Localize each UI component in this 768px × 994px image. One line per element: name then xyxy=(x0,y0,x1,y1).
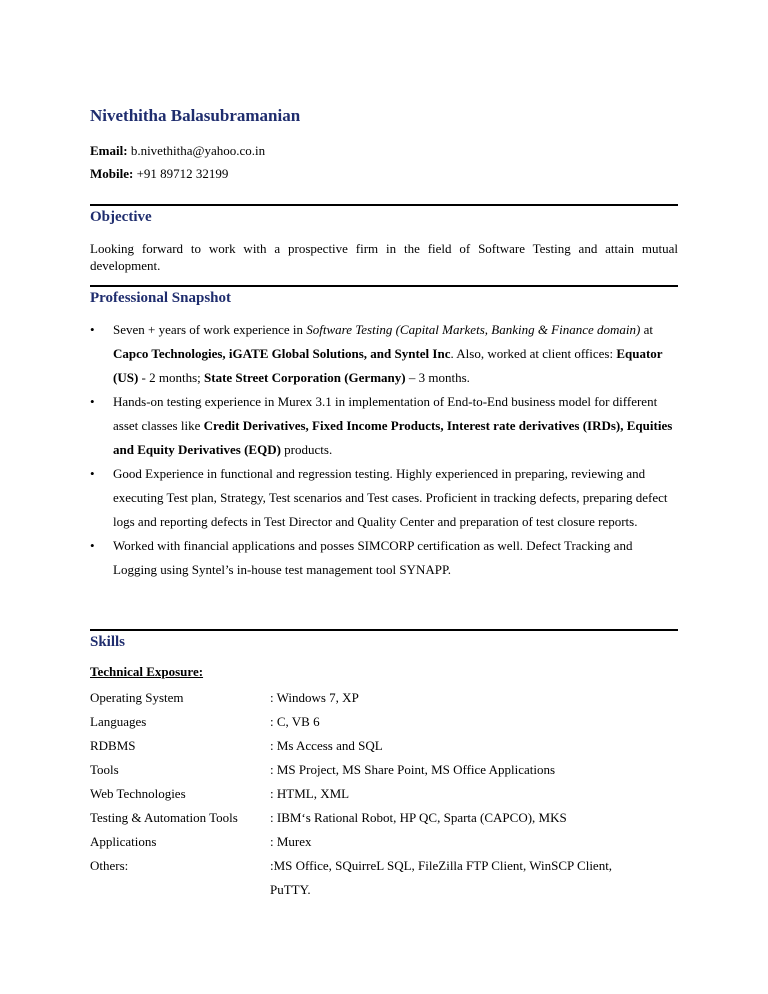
section-divider xyxy=(90,629,678,631)
skill-label: RDBMS xyxy=(90,738,136,753)
skill-row xyxy=(90,878,678,902)
email-value: b.nivethitha@yahoo.co.in xyxy=(130,143,266,158)
skill-row xyxy=(90,854,678,878)
skill-row xyxy=(90,806,678,830)
skill-value: : IBM‘s Rational Robot, HP QC, Sparta (CAPCO), MKS xyxy=(270,810,567,825)
skill-label: Others: xyxy=(90,858,129,873)
skill-row xyxy=(90,686,678,710)
skill-row xyxy=(90,758,678,782)
technical-exposure-title: Technical Exposure: xyxy=(90,664,204,679)
mobile-value: +91 89712 32199 xyxy=(136,166,229,181)
section-divider xyxy=(90,204,678,206)
objective-text: Looking forward to work with a prospective firm in the field of Software Testing and attain mutual development. xyxy=(90,241,678,273)
skill-row xyxy=(90,782,678,806)
skill-label: Applications xyxy=(90,834,157,849)
skill-row xyxy=(90,734,678,758)
email-label: Email: xyxy=(90,143,128,158)
list-item: • Good Experience in functional and regression testing. Highly experienced in preparing, reviewing and executing Test plan, Strategy, Test scenarios and Test cases. Proficient in tracking defects, preparing defect logs and reporting defects in Test Director and Quality Center and preparation of test closure reports. xyxy=(90,462,678,534)
skill-value: : Ms Access and SQL xyxy=(270,738,383,753)
mobile-label: Mobile: xyxy=(90,166,134,181)
bullet-marker: • xyxy=(90,322,95,337)
list-item: • Hands-on testing experience in Murex 3.1 in implementation of End-to-End business model for different asset classes like Credit Derivatives, Fixed Income Products, Interest rate derivatives (IRDs), Equities and Equity Derivatives (EQD) products. xyxy=(90,390,678,462)
email-line xyxy=(90,143,265,159)
candidate-name: Nivethitha Balasubramanian xyxy=(90,106,301,125)
list-item: • Seven + years of work experience in Software Testing (Capital Markets, Banking & Finance domain) at Capco Technologies, iGATE Global Solutions, and Syntel Inc. Also, worked at client offices: Equator (US) - 2 months; State Street Corporation (Germany) – 3 months. xyxy=(90,318,678,390)
mobile-line xyxy=(90,166,228,182)
skill-value: : MS Project, MS Share Point, MS Office Applications xyxy=(270,762,556,777)
snapshot-list xyxy=(90,318,678,582)
list-item: • Worked with financial applications and posses SIMCORP certification as well. Defect Tracking and Logging using Syntel’s in-house test management tool SYNAPP. xyxy=(90,534,678,582)
bullet-marker: • xyxy=(90,394,95,409)
skill-value: PuTTY. xyxy=(270,882,311,897)
objective-heading: Objective xyxy=(90,209,152,225)
snapshot-heading: Professional Snapshot xyxy=(90,290,232,306)
skill-value: : Windows 7, XP xyxy=(270,690,359,705)
skill-value: : HTML, XML xyxy=(270,786,350,801)
skills-heading: Skills xyxy=(90,634,126,650)
section-divider xyxy=(90,285,678,287)
bullet-marker: • xyxy=(90,466,95,481)
skill-row xyxy=(90,830,678,854)
skill-label: Languages xyxy=(90,714,147,729)
skill-label: Operating System xyxy=(90,690,184,705)
bullet-marker: • xyxy=(90,538,95,553)
skills-table xyxy=(90,686,678,902)
skill-label: Tools xyxy=(90,762,119,777)
skill-row xyxy=(90,710,678,734)
skill-label: Web Technologies xyxy=(90,786,186,801)
skill-value: : Murex xyxy=(270,834,312,849)
skill-label: Testing & Automation Tools xyxy=(90,810,238,825)
skill-value: : C, VB 6 xyxy=(270,714,320,729)
skill-value: :MS Office, SQuirreL SQL, FileZilla FTP Client, WinSCP Client, xyxy=(270,858,613,873)
